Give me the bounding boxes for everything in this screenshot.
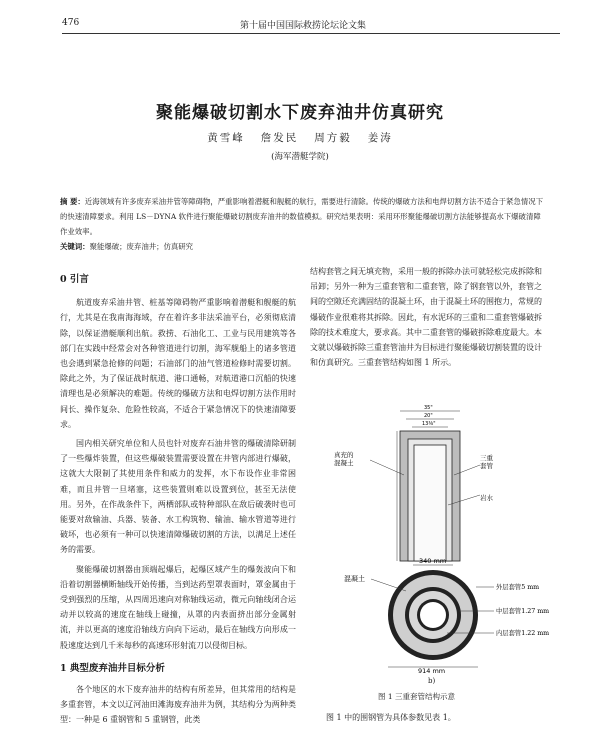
- right-column: [310, 264, 542, 370]
- author-list: [0, 130, 600, 145]
- dim-label: 20": [424, 413, 433, 419]
- dim-label: 914 mm: [418, 667, 446, 675]
- author: 周方毅: [314, 132, 352, 144]
- running-header: 第十届中国国际救捞论坛论文集: [240, 21, 367, 31]
- page-number: 476: [62, 18, 80, 28]
- dim-label: 340 mm: [419, 557, 447, 565]
- author: 姜涛: [367, 132, 393, 144]
- paragraph: 航道废弃采油井管、桩基等障碍物严重影响着潜艇和舰艇的航行，尤其是在我南海海域，存在着许多非法采油平台，必须彻底清除，以保证潜艇顺利出航。救捞、石油化工、工业与民用建筑等各部门在实践中经常会对各种管道进行切割，海军舰船上的诸多管道也会遇到紧急抢修的问题；石油部门的油气管道检修时需要切割。除此之外，为了保证战时航道、港口通畅，对航道港口沉船的快速清理也是必须解决的难题。传统的爆破方法和电焊切割方法作用时间长、操作复杂、危险性较高，不适合于紧急情况下的快速清障要求。: [60, 298, 296, 429]
- figure-1b: [316, 555, 556, 675]
- fig-label-concrete: 真充的混凝土: [334, 451, 354, 467]
- dim-label: 13⅜": [422, 421, 436, 427]
- paper-title: 聚能爆破切割水下废弃油井仿真研究: [156, 103, 444, 123]
- header-rule: [62, 33, 560, 34]
- figure-caption: 图 1 三重套管结构示意: [378, 692, 456, 701]
- keywords: 聚能爆破；废弃油井；仿真研究: [89, 242, 194, 251]
- fig-label-inner: 内层套管1.22 mm: [496, 630, 550, 637]
- figure-sub-b: b): [428, 677, 436, 685]
- left-column: [60, 272, 296, 728]
- paragraph: 图 1 中的围钢管为具体参数见表 1。: [326, 713, 456, 722]
- section-1-heading: 1 典型废弃油井目标分析: [60, 662, 165, 674]
- paragraph: 聚能爆破切割器由顶端起爆后，起爆区域产生的爆轰波向下和沿着切割器横断轴线开始传播，当到达药型罩表面时，罩金属由于受到强烈的压缩，从四周迅速向对称轴线运动，微元向轴线闭合运动并以较高的速度在轴线上碰撞，从罩的内表面挤出部分金属射流，并以更高的速度沿轴线方向向下运动，最后在轴线方向形成一股速度达到几千米每秒的高速环形射流刀以侵彻目标。: [60, 564, 296, 650]
- keywords-label: 关键词：: [60, 242, 90, 251]
- paragraph: 各个地区的水下废弃油井的结构有所差异，但其常用的结构是多重套管，本文以辽河油田滩海废弃油井为例，其结构分为两种类型：一种是 6 重钢管和 5 重钢管，此类: [60, 685, 296, 725]
- paragraph: 结构套管之间无填充物，采用一般的拆除办法可就轻松完成拆除和吊卸；另外一种为三重套管和二重套管，除了钢套管以外，套管之间的空隙还充满固结的混凝土环，由于混凝土环的围抱力，常规的爆破作业很难将其拆除。因此，有水泥环的三重和二重套管爆破拆除的技术难度大，要求高。其中二重套管的爆破拆除难度最大。本文就以爆破拆除三重套管油井为目标进行聚能爆破切割装置的设计和仿真研究。三重套管结构如图 1 所示。: [310, 267, 542, 368]
- author: 黄雪峰: [207, 132, 245, 144]
- affiliation: (海军潜艇学院): [271, 152, 329, 162]
- fig-label-middle: 中层套管1.27 mm: [496, 608, 550, 615]
- dim-label: 35": [424, 405, 433, 411]
- fig-label-outer: 外层套管5 mm: [496, 584, 540, 591]
- fig-label-water: 岩水: [480, 494, 493, 502]
- section-0-heading: 0 引言: [60, 274, 89, 285]
- fig-label-casing: 三重套管: [480, 454, 493, 470]
- abstract-label: 摘 要：: [60, 197, 85, 206]
- figure-1a: [330, 405, 510, 565]
- paragraph: 国内相关研究单位和人员也针对废弃石油井管的爆破清除研制了一些爆炸装置，但这些爆破装置需要设置在井管内部进行爆破，这就大大限制了其使用条件和威力的发挥，水下布设作业非常困难，而且井管一旦堵塞，这些装置则难以设置到位，甚至无法使用。另外，在作战条件下，两栖部队或特种部队在敌后破袭时也可能要对敌输油、兵器、装备、水工构筑物、输油、输水管道等进行破坏，也必须有一种可以快速清障爆破切割的方法，以满足上述任务的需要。: [60, 439, 296, 555]
- abstract-text: 近海领域有许多废弃采油井管等障碍物，严重影响着潜艇和舰艇的航行，需要进行清除。传统的爆破方法和电焊切割方法不适合于紧急情况下的快速清障要求。利用 LS－DYNA 软件进行聚能爆破切割废弃油井的数值模拟。研究结果表明：采用环形聚能爆破切割方法能够提高水下爆破清障作业效率。: [60, 197, 543, 236]
- author: 詹发民: [260, 132, 299, 144]
- abstract-block: [60, 194, 545, 254]
- fig-label-concrete-b: 混凝土: [344, 575, 365, 583]
